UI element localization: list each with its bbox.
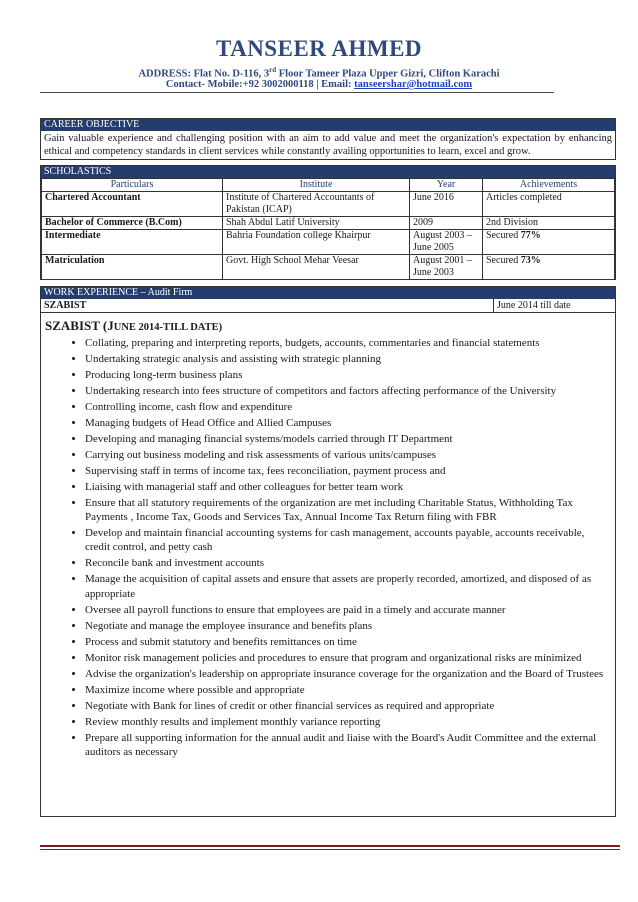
list-item: • Liaising with managerial staff and other colleagues for better team work [85,480,607,494]
address-superscript: rd [269,66,277,74]
list-item: • Oversee all payroll functions to ensure that employees are paid in a timely and accurate manner [85,603,607,617]
table-row [42,192,615,217]
job-title-main: SZABIST (J [45,318,114,333]
job-title [41,313,615,334]
list-item: • Negotiate with Bank for lines of credit or other financial services as required and appropriate [85,699,607,713]
year-cell: 2009 [410,217,483,230]
list-item: • Producing long-term business plans [85,368,607,382]
address-label: ADDRESS: [138,68,191,80]
achievement-score: 77% [520,230,541,241]
list-item: • Manage the acquisition of capital assets and ensure that assets are properly recorded, amortized, and disposed of as appropriate [85,572,607,600]
work-experience-section [40,286,616,817]
column-header-achievements: Achievements [483,179,615,192]
achievement-text: Secured [486,230,519,241]
list-item: • Managing budgets of Head Office and Allied Campuses [85,416,607,430]
table-row [42,217,615,230]
employer-name: SZABIST [44,300,87,311]
list-item: • Developing and managing financial systems/models carried through IT Department [85,432,607,446]
list-item: • Ensure that all statutory requirements of the organization are met including Charitable Status, Withholding Tax Payments , Income Tax, Goods and Services Tax, Annual Income Tax Return filing with FBR [85,496,607,524]
address-line [0,66,638,80]
year-cell: August 2003 – June 2005 [410,230,483,255]
career-objective-heading: CAREER OBJECTIVE [41,119,615,131]
address-text-end: Floor Tameer Plaza Upper Gizri, Clifton Karachi [276,68,500,80]
list-item: • Reconcile bank and investment accounts [85,556,607,570]
list-item: • Collating, preparing and interpreting reports, budgets, accounts, commentaries and financial statements [85,336,607,350]
candidate-name: TANSEER AHMED [215,36,423,61]
contact-line [0,79,638,90]
particular-cell: Matriculation [42,255,223,280]
scholastics-section [40,165,616,280]
career-objective-text: Gain valuable experience and challenging position with an aim to add value and meet the organization's expectation by enhancing ethical and competency standards in client services while constantly availing opportunities to learn, excel and grow. [44,133,612,157]
list-item: • Maximize income where possible and appropriate [85,683,607,697]
list-item: • Negotiate and manage the employee insurance and benefits plans [85,619,607,633]
institute-cell: Govt. High School Mehar Veesar [223,255,410,280]
list-item: • Carrying out business modeling and risk assessments of various units/campuses [85,448,607,462]
achievement-text: Articles completed [486,192,562,203]
achievement-score: 73% [520,255,541,266]
list-item: • Supervising staff in terms of income tax, fees reconciliation, payment process and [85,464,607,478]
scholastics-header-row [42,179,615,192]
job-title-date: UNE 2014-T [113,322,171,333]
column-header-particulars: Particulars [42,179,223,192]
institute-cell: Bahria Foundation college Khairpur [223,230,410,255]
contact-text: Contact- Mobile:+92 3002000118 | Email: [165,79,352,90]
career-objective-section [40,118,616,160]
achievement-cell [483,217,615,230]
achievement-cell [483,230,615,255]
email-link[interactable]: tanseershar@hotmail.com [354,79,473,90]
list-item: • Undertaking research into fees structure of competitors and factors affecting performance of the University [85,384,607,398]
achievement-text: Secured [486,255,519,266]
list-item: • Monitor risk management policies and procedures to ensure that program and organizational risks are minimized [85,651,607,665]
work-experience-heading: WORK EXPERIENCE – Audit Firm [41,287,615,299]
employment-period: June 2014 till date [493,299,615,312]
column-header-institute: Institute [223,179,410,192]
footer-divider-thin [40,849,620,850]
column-header-year: Year [410,179,483,192]
employer-row [41,299,615,313]
table-row [42,230,615,255]
duties-list [41,336,615,759]
list-item: • Advise the organization's leadership on appropriate insurance coverage for the organization and the Board of Trustees [85,667,607,681]
achievement-text: 2nd Division [486,217,538,228]
achievement-cell [483,192,615,217]
particular-cell: Bachelor of Commerce (B.Com) [42,217,223,230]
header-divider [40,92,554,93]
list-item: • Prepare all supporting information for the annual audit and liaise with the Board's Audit Committee and the external auditors as necessary [85,731,607,759]
particular-cell: Chartered Accountant [42,192,223,217]
table-row [42,255,615,280]
list-item: • Undertaking strategic analysis and assisting with strategic planning [85,352,607,366]
year-cell: August 2001 – June 2003 [410,255,483,280]
year-cell: June 2016 [410,192,483,217]
list-item: • Process and submit statutory and benefits remittances on time [85,635,607,649]
list-item: • Develop and maintain financial accounting systems for cash management, accounts payable, accounts receivable, credit control, and petty cash [85,526,607,554]
institute-cell: Shah Abdul Latif University [223,217,410,230]
scholastics-heading: SCHOLASTICS [41,166,615,178]
particular-cell: Intermediate [42,230,223,255]
list-item: • Controlling income, cash flow and expenditure [85,400,607,414]
achievement-cell [483,255,615,280]
scholastics-table [41,178,615,280]
footer-divider-thick [40,845,620,847]
address-text-start: Flat No. D-116, 3 [193,68,270,80]
institute-cell: Institute of Chartered Accountants of Pakistan (ICAP) [223,192,410,217]
list-item: • Review monthly results and implement monthly variance reporting [85,715,607,729]
job-title-end: ILL DATE) [170,322,223,333]
